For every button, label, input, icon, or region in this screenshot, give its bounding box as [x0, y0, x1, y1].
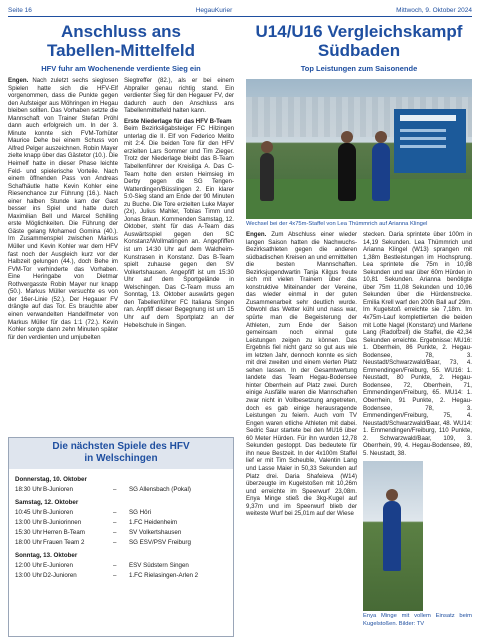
photo-caption: Wechsel bei der 4x75m-Staffel von Lea Thümmrich auf Arianna Klingel [246, 221, 428, 227]
left-body-col1: Engen. Nach zuletzt sechs sieglosen Spielen hatte sich die HFV-Elf vorgenommen, dass die Punkte gegen den Aufsteiger aus Möhringen im Hegau bleiben sollten. Das Vorhaben setzte die Mannschaft von Trainer Stefan Pröhl dann auch erfolgreich um. In der 3. Minute konnte sich FVM-Torhüter Maurice Dehe bei einem Schuss von Alfred Pelger auszeichnen. Robin Mayer zielte knapp über das Gästetor (10.). Die Heimelf hatte in dieser Phase leichte Feld- und spielerische Vorteile. Nach einem öffnenden Pass von Andreas Schafhäutle hatte Kevin Kohler eine Riesenchance zur Führung (16.). Nach einer halben Stunde kam der Gast besser ins Spiel und hatte durch Maximilian Bell und Marcel Schilling erste Möglichkeiten. Die Führung der Gäste gelang Mohamed Gomina (40.). Im Zusammenspiel zwischen Markus Müller und Kevin Kohler war dem HFV fast noch der Ausgleich kurz vor der Halbzeit gelungen (44.), doch Behe im FVM-Tor verhinderte das Vorhaben. Eine Heringabe von Dietmar Rothvergasste Robin Mayer nur knapp (50.). Markus Müller versuchte es von der 16er-Linie (52.). Der Hegauer FV drängte auf das Tor. Es brauchte aber einen verwandelten Handelfmeter von Markus Müller für das 1:1 (72.). Kevin Kohler sorgte dann zehn Minuten später für den verdienten und umjubelten [8, 77, 118, 341]
side-photo-caption: Enya Minge mit vollem Einsatz beim Kugelstoßen. Bilder: TV [363, 613, 472, 627]
schedule-dash: – [113, 529, 117, 536]
schedule-row [15, 571, 227, 581]
schedule-opp: ESV Südstern Singen [129, 562, 189, 569]
schedule-row [15, 561, 227, 571]
schedule-row [15, 528, 227, 538]
schedule-list [9, 469, 233, 584]
schedule-dash: – [113, 539, 117, 546]
schedule-dash: – [113, 519, 117, 526]
photo-athlete [372, 143, 390, 201]
schedule-time: 10:45 Uhr [15, 509, 43, 516]
schedule-dash: – [113, 562, 117, 569]
header-rule [8, 16, 472, 17]
issue-date: Mittwoch, 9. Oktober 2024 [396, 6, 472, 14]
shot-put-photo [363, 461, 423, 611]
page-header [8, 4, 472, 16]
schedule-row [15, 485, 227, 495]
right-body-col2: stecken. Daria sprintete über 100m in 14,19 Sekunden. Lea Thümmrich und Arianna Klingel (W13) sprangen mit 1,38m Bestleistungen im Hochsprung. Lea sprintete die 75m in 10,98 Sekunden und war über 60m Hürden in 10,81 Sekunden. Arianna benötigte über 75m 11,08 Sekunden und 10,96 Sekunden über die Hürdenstrecke. Emilia Krell warf den 200h Ball auf 29m. Im Kugelstoß erreichte sie 7,18m. Im 4x75m-Lauf komplettierten die beiden mit Lotte Nagel (Konstanz) und Marlene Lang (Radolfzell) die Staffel, die 42,34 Sekunden erreichte. Ergebnisse: MU16: 1. Oberrhein, 86 Punkte, 2. Hegau-Bodensee, 78, 3. Neustadt/Schwarzwald/Baar, 73, 4. Emmendingen/Freiburg, 55. WU16: 1. Neustadt, 80 Punkte, 2. Hegau-Bodensee, 72, Oberrhein, 71, Emmendingen/Freiburg, 65. MU14: 1. Oberrhein, 91 Punkte, 2. Hegau-Bodensee, 78, 3. Emmendingen/Freiburg, 75, 4. Neustadt/Schwarzwald/Baar, 48. WU14: 1. Emmendingen/Freiburg, 110 Punkte, 2. Schwarzwald/Baar, 109, 3. Oberrhein, 99, 4. Hegau-Bodensee, 89, 5. Neustadt, 38. Enya Minge mit vollem Einsatz beim Kugelstoßen. Bilder: TV [363, 231, 472, 627]
schedule-row [15, 538, 227, 548]
photo-track [246, 179, 472, 219]
schedule-team: D2-Junioren [43, 572, 77, 579]
schedule-time: 18:00 Uhr [15, 539, 43, 546]
schedule-time: 13:00 Uhr [15, 519, 43, 526]
schedule-time: 13:00 Uhr [15, 572, 43, 579]
schedule-opp: SG Allensbach (Pokal) [129, 486, 191, 493]
schedule-day: Donnerstag, 10. Oktober [15, 476, 87, 483]
photo-banner [394, 109, 466, 173]
page-number: Seite 16 [8, 6, 32, 14]
schedule-title: Die nächsten Spiele des HFV in Welschingen [9, 438, 233, 469]
left-interheading: Erste Niederlage für das HFV B-Team [124, 117, 232, 125]
photo-athlete [260, 153, 274, 201]
schedule-opp: 1.FC Rielasingen-Arlen 2 [129, 572, 199, 579]
left-headline: Anschluss ans Tabellen-Mittelfeld [47, 22, 195, 60]
schedule-team: Herren B-Team [43, 529, 85, 536]
schedule-opp: SG Höri [129, 509, 152, 516]
left-body-col2: Siegtreffer (82.), als er bei einem Abpraller genau richtig stand. Ein verdienter Sieg für den Hegauer FV, der dadurch auch den Anschluss ans Tabellenmittelfeld halten kann. Erste Niederlage für das HFV B-Team Beim Bezirksligabsteiger FC Hilzingen unterlag die II. Elf von Federico Melito mit 2:4. Die beiden Tore für den HFV erzielten Lars Sommer und Tim Zieger. Trotz der Niederlage bleibt das B-Team Tabellenführer der Kreisliga A. Das C-Team holte den ersten Heimsieg im Derby gegen die SG Tengen-Watterdingen/Büsslingen 2. Ein klarer 5:0-Sieg stand am Ende der 90 Minuten zu Buche. Die Tore erzielten Luke Mayer (2x), Julius Mahler, Tobias Timm und Jonas Braun. Kommenden Samstag, 12. Oktober, steht für das A-Team das Auswärtsspiel gegen den SC Konstanz/Wollmatingen an. Angepfiffen ist um 14:30 Uhr auf dem Waldheim-Kunstrasen in Konstanz. Das B-Team spielt zuhause gegen den SV Volkertshausen. Angepfiff ist um 15:30 Uhr auf dem Sportgelände in Welschingen. Das C-Team muss am Sonntag, 13. Oktober auswärts gegen den Tabellenführer FC Italiana Singen ran. Anpfiff dieser Begegnung ist um 15 Uhr auf dem Sportplatz an der Hebelschule in Singen. [124, 77, 234, 329]
schedule-time: 15:30 Uhr [15, 529, 43, 536]
relay-photo [246, 79, 472, 219]
schedule-row [15, 508, 227, 518]
left-subhead: HFV fuhr am Wochenende verdiente Sieg ein [41, 64, 201, 73]
right-article [246, 22, 472, 629]
left-article [8, 22, 234, 341]
schedule-team: B-Juniorinnen [43, 519, 82, 526]
schedule-team: B-Junioren [43, 509, 73, 516]
schedule-dash: – [113, 486, 117, 493]
schedule-dash: – [113, 572, 117, 579]
photo-athlete [338, 143, 356, 201]
schedule-row [15, 518, 227, 528]
right-body-col1: Engen. Zum Abschluss einer wieder langen Saison hatten die Nachwuchs-Bezirksathleten gegen die anderen südbadischen Kreisen an und ermittelten die besten Mannschaften. Bezirksjugendwartin Tanja Kilgus freute sich mit vielen Trainern über das konstruktive Miteinander der Vereine, das wieder einmal in der guten Zusammenarbeit sehr deutlich wurde. Obwohl das Wetter kühl und nass war, spürte man die Begeisterung der Athleten, zum Ende der Saison gemeinsam noch einmal gute Leistungen zeigen zu können. Das Ergebnis fiel nicht ganz so gut aus wie im letzten Jahr, dennoch konnte es sich mit drei zweiten und einem vierten Platz sehen lassen. In der Gesamtwertung landete das Team Hegau-Bodensee hinter Oberrhein auf Platz zwei. Durch einige Ausfälle waren die Mannschaften zwar nicht in Vollbesetzung angetreten, doch es gab einige herausragende Leistungen zu feiern. Auch vom TV Engen waren etliche Athleten mit dabei. Sedric Saur startete bei den MU16 über 60 Meter Hürden. Für ihn wurden 12,78 Sekunden gestoppt. Das bedeutete für ihn neue Bestzeit. In der 4x100m Staffel lief er mit Tim Scheuble, Valentin Lang und Lasse Maier in 50,33 Sekunden auf Platz drei. Daria Shafeieva (W14) überzeugte im Kugelstoßen mit 10,26m und erreichte im Speerwurf 23,08m. Enya Minge stieß die 3kg-Kugel auf 9,37m und im Speerwurf blieb der weiteste Wurf bei 25,01m auf der Wiese [246, 231, 357, 518]
schedule-time: 12:00 Uhr [15, 562, 43, 569]
right-subhead: Top Leistungen zum Saisonende [300, 64, 418, 73]
schedule-time: 18:30 Uhr [15, 486, 43, 493]
photo-credit: Bilder: TV [398, 620, 425, 627]
schedule-team: E-Junioren [43, 562, 73, 569]
schedule-day: Samstag, 12. Oktober [15, 499, 79, 506]
schedule-box [8, 437, 234, 637]
schedule-opp: SG ESV/PSV Freiburg [129, 539, 191, 546]
schedule-opp: 1.FC Heidenheim [129, 519, 178, 526]
schedule-team: B-Junioren [43, 486, 73, 493]
schedule-team: Frauen Team 2 [43, 539, 85, 546]
schedule-opp: SV Volkertshausen [129, 529, 182, 536]
right-headline: U14/U16 Vergleichskampf Südbaden [255, 22, 463, 60]
right-body [246, 231, 472, 629]
left-body [8, 77, 234, 341]
schedule-day: Sonntag, 13. Oktober [15, 552, 78, 559]
newspaper-name: HegauKurier [195, 6, 233, 14]
schedule-dash: – [113, 509, 117, 516]
